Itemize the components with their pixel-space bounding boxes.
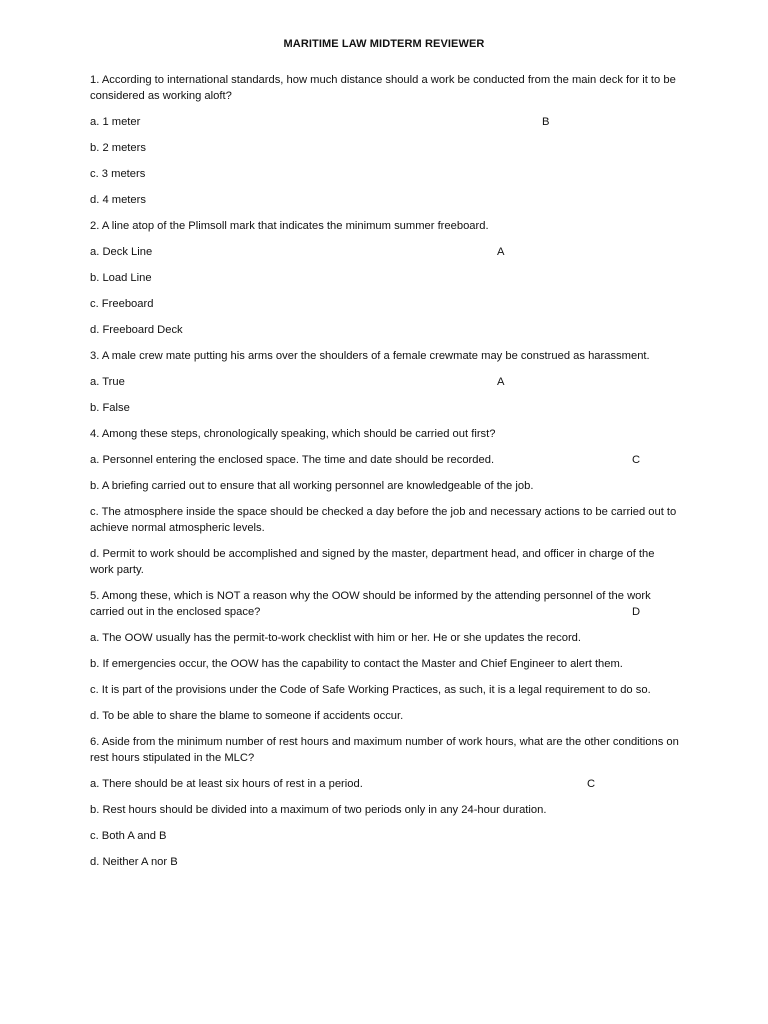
answer-key: C [587,778,596,790]
question-block-5 [90,588,680,724]
option-item: b. If emergencies occur, the OOW has the capability to contact the Master and Chief Engineer to alert them. [90,658,623,670]
question-block-1 [90,72,680,208]
option-item: b. Load Line [90,272,152,284]
question-text: 4. Among these steps, chronologically speaking, which should be carried out first? [90,428,496,440]
option-item: d. Neither A nor B [90,856,178,868]
answer-key: B [542,116,550,128]
answer-key: C [632,454,641,466]
option-item: a. Deck Line A [90,246,505,258]
option-item: a. There should be at least six hours of rest in a period. C [90,778,596,790]
reviewer-content [90,72,680,880]
question-text: 3. A male crew mate putting his arms over the shoulders of a female crewmate may be construed as harassment. [90,350,650,362]
option-item: a. The OOW usually has the permit-to-work checklist with him or her. He or she updates the record. [90,632,582,644]
question-text: 5. Among these, which is NOT a reason why the OOW should be informed by the attending personnel of the work carried out in the enclosed space? D [90,590,651,618]
question-block-4 [90,426,680,578]
option-item: d. Permit to work should be accomplished and signed by the master, department head, and officer in charge of the work party. [90,548,655,576]
document-title: MARITIME LAW MIDTERM REVIEWER [283,38,485,50]
answer-key: D [632,606,641,618]
question-text: 2. A line atop of the Plimsoll mark that indicates the minimum summer freeboard. [90,220,489,232]
option-item: c. 3 meters [90,168,146,180]
option-item: b. A briefing carried out to ensure that all working personnel are knowledgeable of the job. [90,480,534,492]
question-block-6 [90,734,680,870]
option-item: d. 4 meters [90,194,146,206]
option-item: b. False [90,402,130,414]
option-item: a. 1 meter B [90,116,550,128]
option-item: c. Both A and B [90,830,167,842]
question-text: 6. Aside from the minimum number of rest hours and maximum number of work hours, what are the other conditions on rest hours stipulated in the MLC? [90,736,679,764]
option-item: c. Freeboard [90,298,154,310]
question-text: 1. According to international standards, how much distance should a work be conducted from the main deck for it to be considered as working aloft? [90,74,676,102]
option-item: d. Freeboard Deck [90,324,183,336]
option-item: b. 2 meters [90,142,146,154]
option-item: d. To be able to share the blame to someone if accidents occur. [90,710,404,722]
question-block-3 [90,348,680,416]
option-item: c. The atmosphere inside the space should be checked a day before the job and necessary actions to be carried out to achieve normal atmospheric levels. [90,506,677,534]
option-item: a. True A [90,376,505,388]
answer-key: A [497,376,505,388]
option-item: c. It is part of the provisions under the Code of Safe Working Practices, as such, it is a legal requirement to do so. [90,684,651,696]
answer-key: A [497,246,505,258]
option-item: b. Rest hours should be divided into a maximum of two periods only in any 24-hour duration. [90,804,547,816]
option-item: a. Personnel entering the enclosed space. The time and date should be recorded. C [90,454,641,466]
question-block-2 [90,218,680,338]
